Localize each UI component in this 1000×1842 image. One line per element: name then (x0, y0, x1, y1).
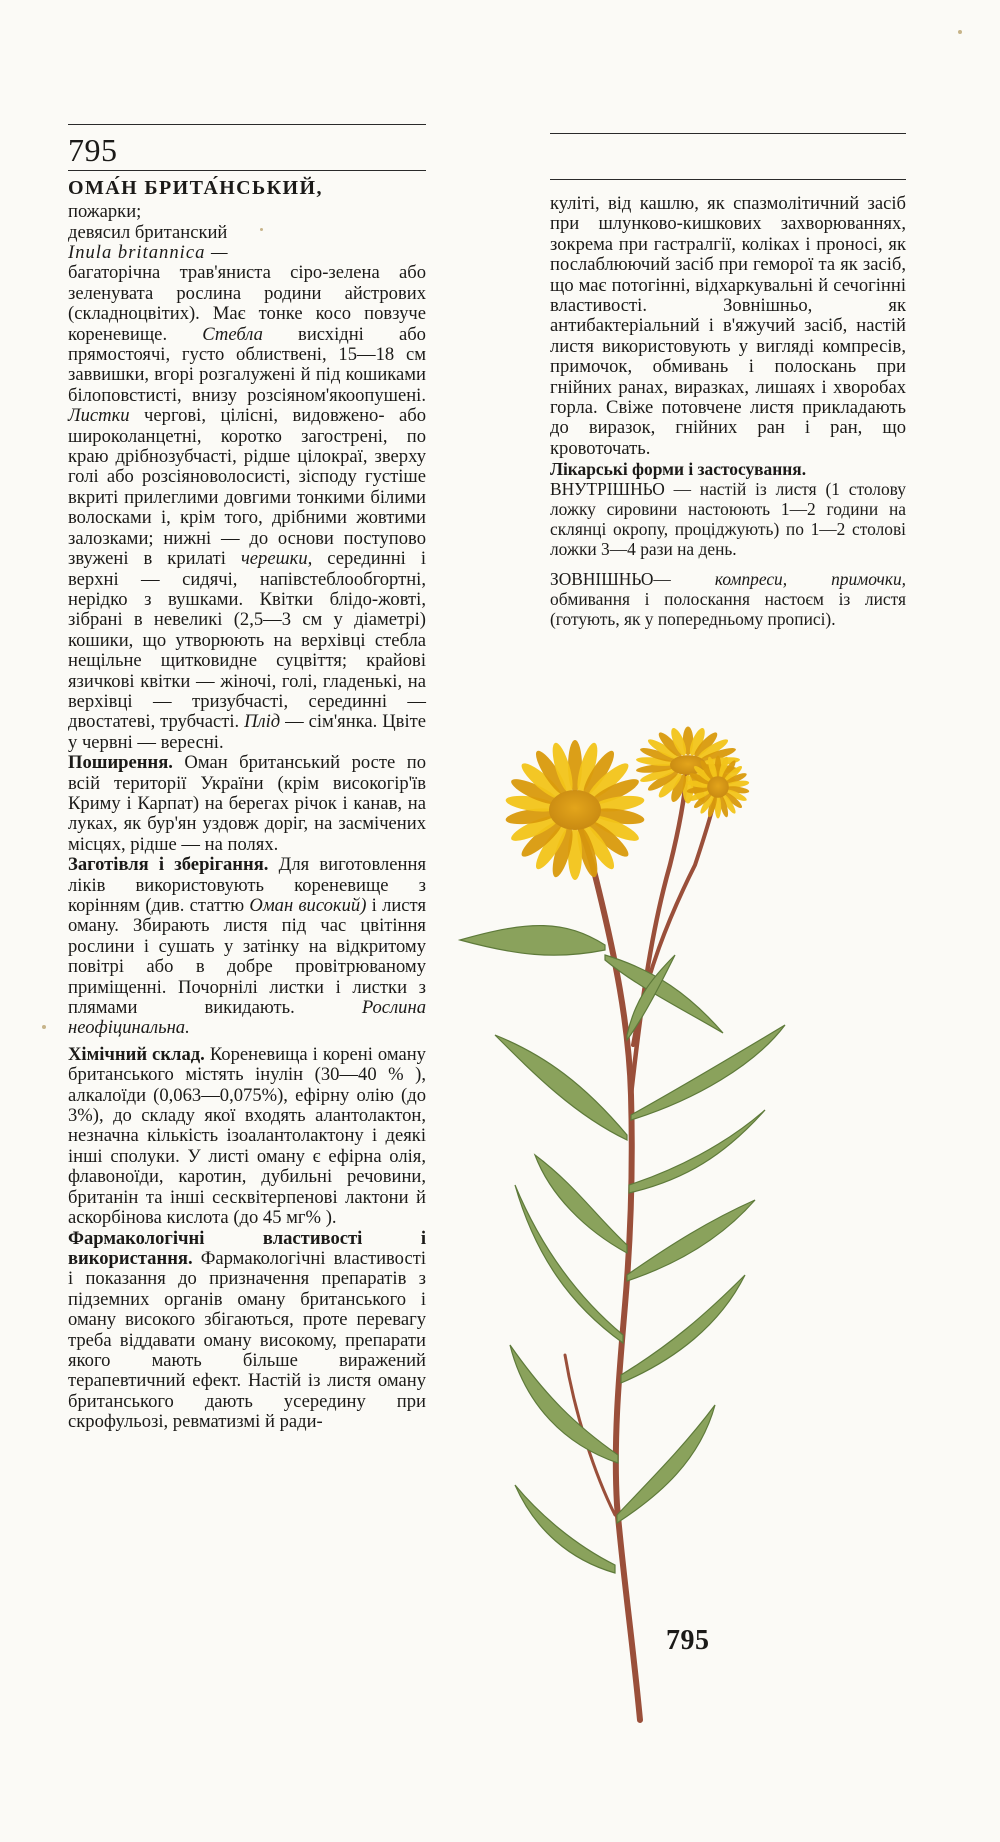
plant-illustration (455, 715, 825, 1735)
leaf (617, 1405, 715, 1523)
article-number: 795 (68, 132, 118, 168)
italic-run: Плід (244, 711, 281, 733)
text-run: — сім'янка. Цвіте у червні — вересні. (68, 711, 426, 753)
text-run: ЗОВНІШНЬО— (550, 569, 715, 590)
text-run: багаторічна трав'яниста сіро-зелена або зеленувата рослина родини айстрових (складноцвітих). Має тонке косо повзуче кореневище. (68, 262, 426, 345)
flower-head-large (505, 740, 646, 880)
bold-run: Заготівля і зберігання. (68, 854, 269, 876)
leaf (629, 1110, 765, 1193)
text-run: Кореневища і корені оману британського містять інулін (30—40 % ), алкалоїди (0,063—0,075%), ефірну олію (до 3%), до складу якої входять алантолактон, незначна кількість ізоалантолактону і деякі інші сполуки. У листі оману є ефірна олія, флавоноїди, каротин, дубильні речовини, британін та інші сесквітерпенові лактони й аскорбінова кислота (до 45 мг% ). (68, 1043, 426, 1229)
text-run: Фармакологічні властивості і показання до призначення препаратів з підземних органів оману британського і оману високого збігаються, проте перевагу треба віддавати оману високому, препарати якого мають більше виражений терапевтичний ефект. Настій із листя оману британського дають усередину при скрофульозі, ревматизмі й ради- (68, 1247, 426, 1433)
leaf (510, 1345, 618, 1463)
bold-run: Поширення. (68, 752, 173, 774)
leaf (535, 1155, 627, 1253)
left-column (68, 176, 426, 1433)
rule-left-under-number (68, 170, 426, 171)
synonym-1: пожарки; (68, 201, 142, 222)
italic-run: Стебла (202, 323, 263, 345)
text-run: куліті, від кашлю, як спазмолітичний засіб при шлунково-кишкових захворюваннях, зокрема при гастралгії, коліках і проносі, як послаблюючий засіб при геморої та як засіб, що має потогінні, відхаркувальні й сечогінні властивості. Зовнішньо, як антибактеріальний і в'яжучий засіб, настій листя використовують у вигляді компресів, примочок, обмивань і полоскань при гнійних ранах, виразках, лишаях і хворобах горла. Свіже потовчене листя прикладають до виразок, гнійних ран і ран, що кровоточать. (550, 193, 906, 459)
chemistry-paragraph (68, 1045, 426, 1229)
italic-run: Листки (68, 405, 130, 427)
leaf (460, 926, 605, 956)
bold-run: Хімічний склад. (68, 1043, 205, 1065)
latin-name: Inula britannica — (68, 242, 229, 263)
text-run: чергові, цілісні, видовжено- або широколанцетні, коротко загострені, по краю дрібнозубчасті, рідше цілокраї, зверху голі або розсіяноволосисті, зісподу густіше вкриті прилеглими довгими тонкими білими волосками і, крім того, дрібними жовтими залозками; нижні — до основи поступово звужені в крилаті (68, 405, 426, 570)
text-run: і листя оману. Збирають листя під час цвітіння рослини і сушать у затінку на відкритому повітрі або в добре провітрюваному приміщенні. Почорнілі листки і листки з плямами викидають. (68, 895, 426, 1019)
synonym-2: девясил британский (68, 221, 228, 243)
paper-speck (260, 228, 263, 231)
external-use-paragraph (550, 569, 906, 629)
distribution-paragraph (68, 753, 426, 855)
text-run: Для виготовлення ліків використовують кореневище з корінням (див. статтю (68, 854, 426, 916)
text-run: серединні і верхні — сидячі, напівстеблообгортні, нерідко з вушками. Квітки блідо-жовті, зібрані в невеликі (2,5—3 см у діаметрі) кошики, що утворюють на верхівці стебла нещільне щитковидне суцвіття; крайові язичкові квітки — жіночі, голі, гладенькі, на верхівці — тризубчасті, серединні — двостатеві, трубчасті. (68, 548, 426, 733)
paper-speck (958, 30, 962, 34)
harvesting-paragraph (68, 855, 426, 1039)
italic-run: Оман високий) (249, 895, 367, 916)
pharmacology-paragraph (68, 1229, 426, 1433)
right-column (550, 194, 906, 629)
rule-right-second (550, 179, 906, 180)
forms-heading: Лікарські форми і застосування. (550, 459, 807, 480)
paper-speck (42, 1025, 46, 1029)
continuation-paragraph (550, 194, 906, 459)
text-run: обмивання і полоскання настоєм із листя (готують, як у попередньому прописі). (550, 589, 906, 630)
description-paragraph (68, 263, 426, 753)
leaf (621, 1275, 745, 1383)
italic-run: черешки, (240, 548, 313, 570)
leaf (495, 1035, 627, 1140)
leaf (631, 1025, 785, 1120)
text-run: висхідні або прямостоячі, густо облиствені, 15—18 см заввишки, вгорі розгалужені й під кошиками білоповстисті, внизу розсіяном'якоопушені. (68, 323, 426, 406)
leaf (515, 1485, 615, 1573)
rule-left-top (68, 124, 426, 125)
italic-run: компреси, примочки, (714, 569, 906, 590)
text-run: Оман британський росте по всій території України (крім високогір'їв Криму і Карпат) на берегах річок і канав, на луках, як бур'ян уздовж доріг, на засмічених місцях, рідше — на полях. (68, 752, 426, 855)
article-title: ОМА́Н БРИТА́НСЬКИЙ, (68, 177, 323, 199)
internal-use-paragraph (550, 479, 906, 559)
plate-number: 795 (666, 1625, 710, 1656)
rule-right-top (550, 133, 906, 134)
leaf (627, 1200, 755, 1281)
bold-run: Фармакологічні властивості і використання. (68, 1227, 426, 1269)
text-run: ВНУТРІШНЬО — настій із листя (1 столову ложку сировини настоюють 1—2 години на склянці окропу, проціджують) по 1—2 столові ложки 3—4 рази на день. (550, 479, 906, 560)
italic-run: Рослина неофіцинальна. (68, 997, 426, 1039)
